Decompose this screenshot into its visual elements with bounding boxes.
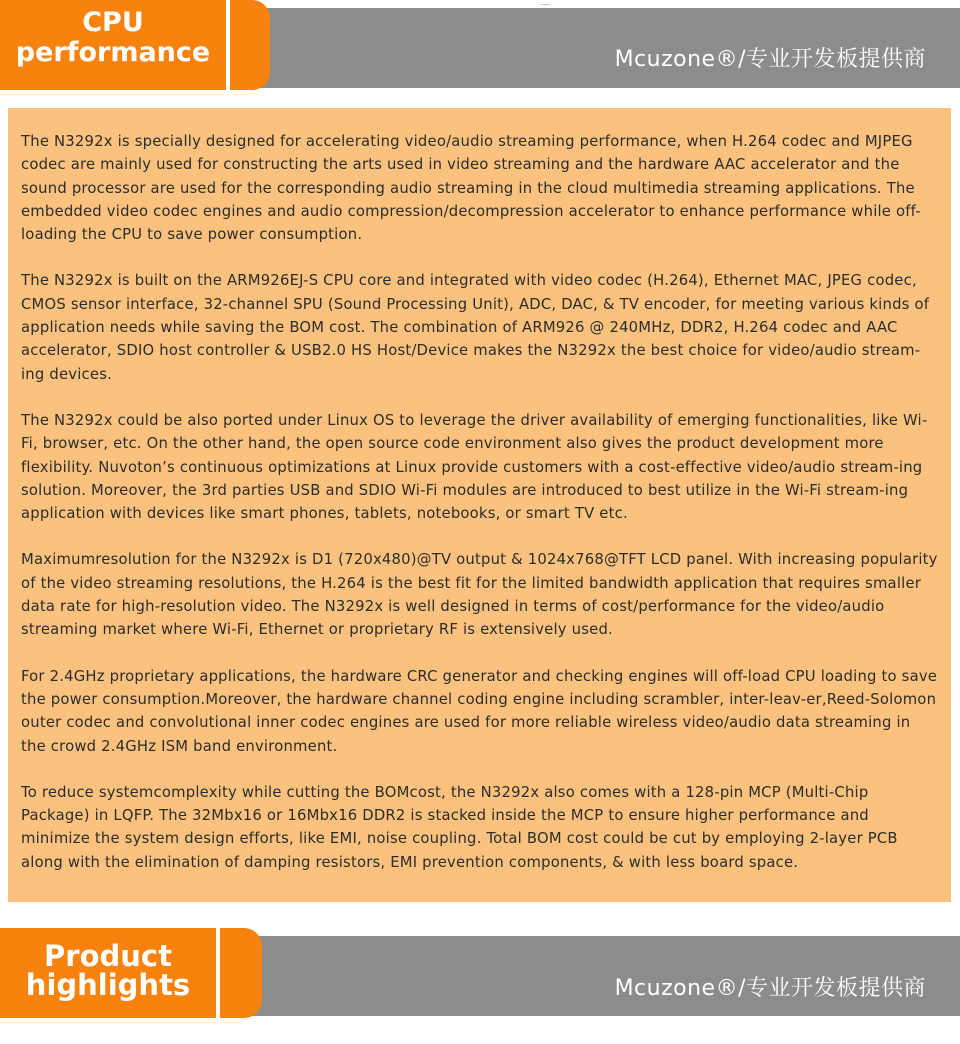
cpu-performance-content xyxy=(8,108,951,902)
banner-divider xyxy=(216,928,220,1018)
section-title-line-2: performance xyxy=(15,37,211,68)
paragraph-1: The N3292x is specially designed for accelerating video/audio streaming performance, when H.264 codec and MJPEG codec are mainly used for constructing the arts used in video streaming and the hardware AAC accelerator and the sound processor are used for the corresponding audio streaming in the cloud multimedia streaming applications. The embedded video codec engines and audio compression/decompression accelerator to enhance performance while off-loading the CPU to save power consumption. xyxy=(21,133,921,244)
banner-orange-tab xyxy=(0,0,270,90)
paragraph-5: For 2.4GHz proprietary applications, the hardware CRC generator and checking engines will off-load CPU loading to save the power consumption.Moreover, the hardware channel coding engine including scrambler, inter-leav-er,Reed-Solomon outer codec and convolutional inner codec engines are used for more reliable wireless video/audio data streaming in the crowd 2.4GHz ISM band environment. xyxy=(21,667,938,755)
cpu-performance-banner xyxy=(0,0,960,90)
section-title xyxy=(0,939,216,1002)
paragraph-6: To reduce systemcomplexity while cutting the BOMcost, the N3292x also comes with a 128-pin MCP (Multi-Chip Package) in LQFP. The 32Mbx16 or 16Mbx16 DDR2 is stacked inside the MCP to ensure higher performance and minimize the system design efforts, like EMI, noise coupling. Total BOM cost could be cut by employing 2-layer PCB along with the elimination of damping resistors, EMI prevention components, & with less board space. xyxy=(21,783,898,871)
banner-divider xyxy=(226,0,230,90)
banner-orange-tab xyxy=(0,928,262,1018)
product-highlights-banner xyxy=(0,928,960,1018)
paragraph-4: Maximumresolution for the N3292x is D1 (720x480)@TV output & 1024x768@TFT LCD panel. With increasing popularity of the video streaming resolutions, the H.264 is the best fit for the limited bandwidth application that requires smaller data rate for high-resolution video. The N3292x is well designed in terms of cost/performance for the video/audio streaming market where Wi-Fi, Ethernet or proprietary RF is extensively used. xyxy=(21,551,938,639)
section-title-line-2: highlights xyxy=(25,968,191,1002)
brand-tagline: Mcuzone®/专业开发板提供商 xyxy=(614,976,926,1001)
paragraph-2: The N3292x is built on the ARM926EJ-S CPU core and integrated with video codec (H.264), Ethernet MAC, JPEG codec, CMOS sensor interface, 32-channel SPU (Sound Processing Unit), ADC, DAC, & TV encoder, for meeting various kinds of application needs while saving the BOM cost. The combination of ARM926 @ 240MHz, DDR2, H.264 codec and AAC accelerator, SDIO host controller & USB2.0 HS Host/Device makes the N3292x the best choice for video/audio stream-ing devices. xyxy=(21,272,930,383)
section-title-line-1: Product xyxy=(44,939,172,973)
brand-tagline: Mcuzone®/专业开发板提供商 xyxy=(614,47,926,72)
section-title-line-1: CPU xyxy=(82,7,144,38)
section-title xyxy=(0,8,226,68)
paragraph-3: The N3292x could be also ported under Linux OS to leverage the driver availability of emerging functionalities, like Wi-Fi, browser, etc. On the other hand, the open source code environment also gives the product development more flexibility. Nuvoton’s continuous optimizations at Linux provide customers with a cost-effective video/audio stream-ing solution. Moreover, the 3rd parties USB and SDIO Wi-Fi modules are introduced to best utilize in the Wi-Fi stream-ing application with devices like smart phones, tablets, notebooks, or smart TV etc. xyxy=(21,411,928,523)
